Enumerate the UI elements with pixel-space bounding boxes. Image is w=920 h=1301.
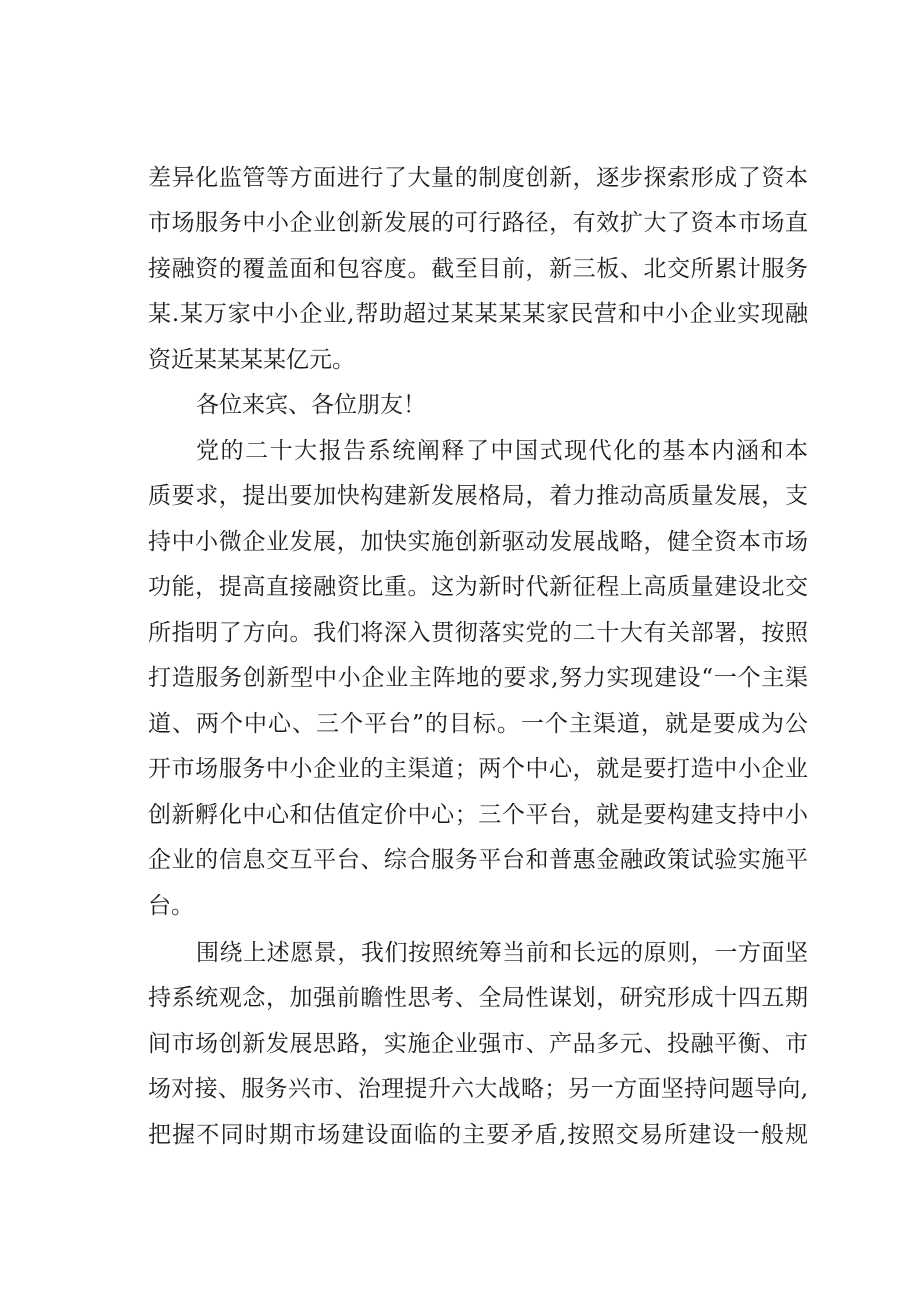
paragraph-1-line-3: 接融资的覆盖面和包容度。截至目前，新三板、北交所累计服务 — [148, 256, 808, 282]
paragraph-3-line-5: 所指明了方向。我们将深入贯彻落实党的二十大有关部署，按照 — [148, 620, 808, 646]
paragraph-3-line-8: 开市场服务中小企业的主渠道；两个中心，就是要打造中小企业 — [148, 756, 808, 782]
paragraph-3-line-9: 创新孵化中心和估值定价中心；三个平台，就是要构建支持中小 — [148, 802, 808, 828]
paragraph-3-line-10: 企业的信息交互平台、综合服务平台和普惠金融政策试验实施平 — [148, 847, 808, 873]
paragraph-1-line-1: 差异化监管等方面进行了大量的制度创新，逐步探索形成了资本 — [148, 165, 808, 191]
paragraph-1-line-5: 资近某某某某亿元。 — [148, 347, 355, 373]
paragraph-3-line-2: 质要求，提出要加快构建新发展格局，着力推动高质量发展，支 — [148, 483, 808, 509]
paragraph-3-line-3: 持中小微企业发展，加快实施创新驱动发展战略，健全资本市场 — [148, 529, 808, 555]
paragraph-2-line-1: 各位来宾、各位朋友！ — [196, 392, 426, 418]
paragraph-3-line-6: 打造服务创新型中小企业主阵地的要求,努力实现建设“一个主渠 — [148, 665, 808, 691]
paragraph-3-line-7: 道、两个中心、三个平台”的目标。一个主渠道，就是要成为公 — [148, 711, 808, 737]
paragraph-1-line-4: 某.某万家中小企业,帮助超过某某某某家民营和中小企业实现融 — [148, 301, 808, 327]
paragraph-4-line-1: 围绕上述愿景，我们按照统筹当前和长远的原则，一方面坚 — [196, 940, 808, 966]
paragraph-1-line-2: 市场服务中小企业创新发展的可行路径，有效扩大了资本市场直 — [148, 210, 808, 236]
paragraph-3-line-1: 党的二十大报告系统阐释了中国式现代化的基本内涵和本 — [196, 438, 808, 464]
paragraph-4-line-5: 把握不同时期市场建设面临的主要矛盾,按照交易所建设一般规 — [148, 1122, 808, 1148]
paragraph-3-line-4: 功能，提高直接融资比重。这为新时代新征程上高质量建设北交 — [148, 574, 808, 600]
paragraph-4-line-4: 场对接、服务兴市、治理提升六大战略；另一方面坚持问题导向, — [148, 1076, 808, 1102]
paragraph-3-line-11: 台。 — [148, 893, 194, 919]
paragraph-4-line-3: 间市场创新发展思路，实施企业强市、产品多元、投融平衡、市 — [148, 1031, 808, 1057]
paragraph-4-line-2: 持系统观念，加强前瞻性思考、全局性谋划，研究形成十四五期 — [148, 985, 808, 1011]
